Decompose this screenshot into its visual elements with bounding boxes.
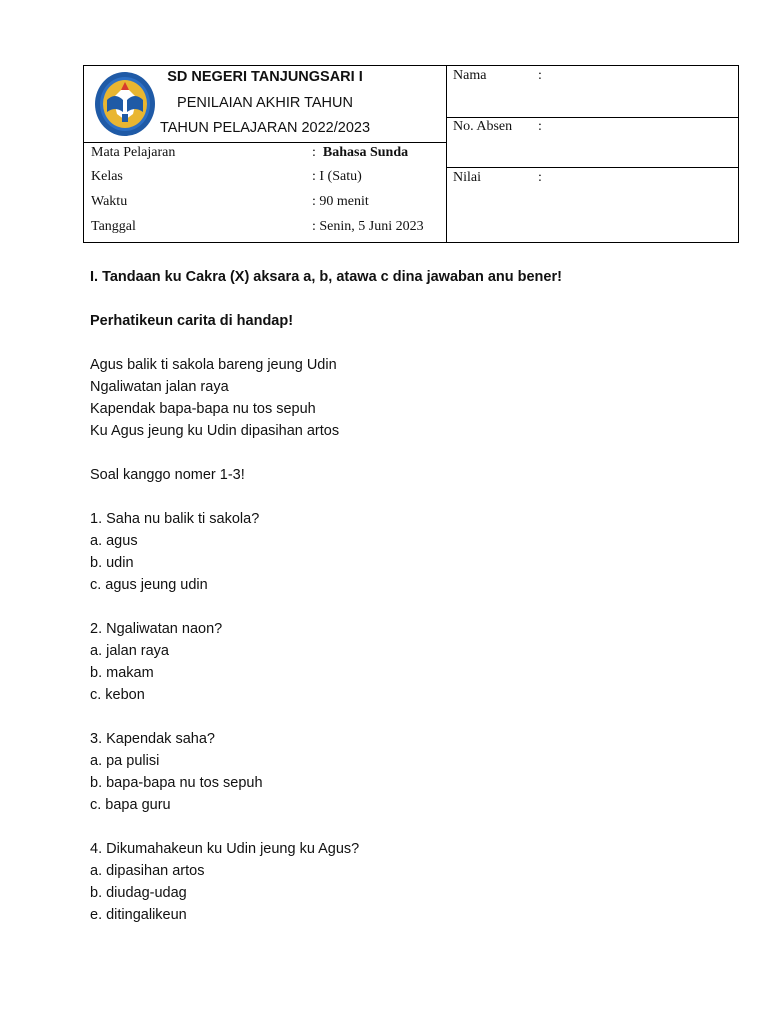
info-row-date <box>91 219 441 239</box>
class-value: I (Satu) <box>319 169 362 184</box>
answer-option: b. bapa-bapa nu tos sepuh <box>90 775 263 791</box>
info-label: Waktu <box>91 194 128 209</box>
answer-option: b. makam <box>90 665 154 681</box>
info-label: Kelas <box>91 169 123 184</box>
date-value: Senin, 5 Juni 2023 <box>319 219 424 234</box>
story-line: Ngaliwatan jalan raya <box>90 379 229 395</box>
question-text: 2. Ngaliwatan naon? <box>90 621 223 637</box>
absen-field-colon: : <box>538 119 542 134</box>
question-text: 1. Saha nu balik ti sakola? <box>90 511 260 527</box>
info-value: : 90 menit <box>312 194 369 209</box>
answer-option: e. ditingalikeun <box>90 907 187 923</box>
info-label: Tanggal <box>91 219 136 234</box>
info-row-time <box>91 194 441 214</box>
info-value: : Bahasa Sunda <box>312 145 409 160</box>
school-logo <box>93 70 157 138</box>
answer-option: a. dipasihan artos <box>90 863 205 879</box>
answer-option: a. agus <box>90 533 138 549</box>
table-divider <box>446 65 447 243</box>
exam-name: PENILAIAN AKHIR TAHUN <box>177 95 353 111</box>
story-line: Ku Agus jeung ku Udin dipasihan artos <box>90 423 340 439</box>
school-year: TAHUN PELAJARAN 2022/2023 <box>159 120 371 136</box>
info-value: : Senin, 5 Juni 2023 <box>312 219 424 234</box>
story-line: Agus balik ti sakola bareng jeung Udin <box>90 357 337 373</box>
time-value: 90 menit <box>319 194 369 209</box>
story-prompt: Perhatikeun carita di handap! <box>90 313 294 329</box>
question-text: 4. Dikumahakeun ku Udin jeung ku Agus? <box>90 841 360 857</box>
score-field-label: Nilai <box>453 170 481 185</box>
question-note: Soal kanggo nomer 1-3! <box>90 467 245 483</box>
table-divider <box>446 117 739 118</box>
info-label: Mata Pelajaran <box>91 145 176 160</box>
exam-content <box>90 266 750 926</box>
answer-option: c. bapa guru <box>90 797 171 813</box>
absen-field-label: No. Absen <box>453 119 513 134</box>
name-field-label: Nama <box>453 68 487 83</box>
answer-option: b. udin <box>90 555 134 571</box>
info-value: : I (Satu) <box>312 169 362 184</box>
school-name: SD NEGERI TANJUNGSARI I <box>167 69 363 85</box>
question-text: 3. Kapendak saha? <box>90 731 215 747</box>
instruction: I. Tandaan ku Cakra (X) aksara a, b, atawa c dina jawaban anu bener! <box>90 269 562 285</box>
answer-option: b. diudag-udag <box>90 885 187 901</box>
answer-option: c. agus jeung udin <box>90 577 208 593</box>
answer-option: c. kebon <box>90 687 145 703</box>
info-row-subject <box>91 145 441 165</box>
story-line: Kapendak bapa-bapa nu tos sepuh <box>90 401 316 417</box>
info-row-class <box>91 169 441 189</box>
table-divider <box>446 167 739 168</box>
answer-option: a. jalan raya <box>90 643 169 659</box>
name-field-colon: : <box>538 68 542 83</box>
score-field-colon: : <box>538 170 542 185</box>
table-divider <box>83 142 447 143</box>
answer-option: a. pa pulisi <box>90 753 160 769</box>
subject-value: Bahasa Sunda <box>322 145 409 160</box>
